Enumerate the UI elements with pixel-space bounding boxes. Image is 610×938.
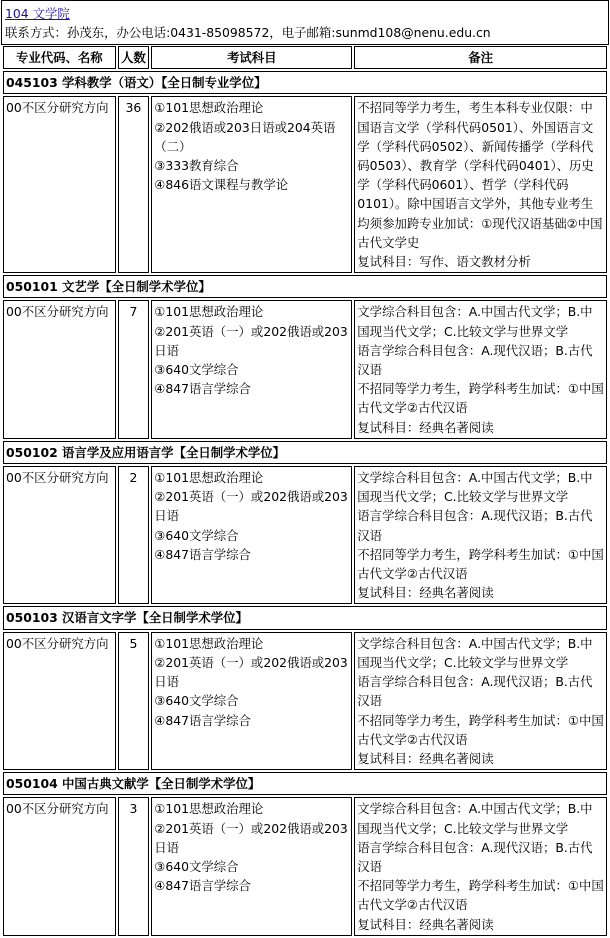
contact-info: 联系方式：孙茂东，办公电话:0431-85098572，电子邮箱:sunmd108@nenu.edu.cn bbox=[5, 25, 491, 40]
remark-line: 语言学综合科目包含：A.现代汉语；B.古代汉语 bbox=[357, 839, 593, 874]
program-row bbox=[3, 466, 607, 604]
research-direction: 00不区分研究方向 bbox=[3, 466, 116, 604]
section-row bbox=[3, 441, 607, 464]
remarks bbox=[354, 466, 607, 604]
remark-line: 文学综合科目包含：A.中国古代文学；B.中国现当代文学；C.比较文学与世界文学 bbox=[357, 635, 593, 670]
exam-subject: ①101思想政治理论 bbox=[154, 801, 264, 817]
research-direction: 00不区分研究方向 bbox=[3, 300, 116, 438]
remark-line: 复试科目：经典名著阅读 bbox=[357, 750, 494, 766]
exam-subjects bbox=[151, 632, 352, 770]
remark-line: 不招同等学力考生，跨学科考生加试：①中国古代文学②古代汉语 bbox=[357, 381, 604, 416]
remark-line: 复试科目：经典名著阅读 bbox=[357, 916, 494, 932]
remark-line: 复试科目：写作、语文教材分析 bbox=[357, 254, 531, 270]
exam-subject: ②201英语（一）或202俄语或203日语 bbox=[154, 323, 348, 358]
exam-subject: ③640文学综合 bbox=[154, 693, 239, 709]
remark-line: 语言学综合科目包含：A.现代汉语；B.古代汉语 bbox=[357, 508, 593, 543]
exam-subjects bbox=[151, 96, 352, 273]
exam-subject: ④846语文课程与教学论 bbox=[154, 177, 289, 193]
header-notes: 备注 bbox=[354, 46, 607, 69]
remark-line: 不招同等学力考生，跨学科考生加试：①中国古代文学②古代汉语 bbox=[357, 878, 604, 913]
remarks bbox=[354, 300, 607, 438]
remark-line: 文学综合科目包含：A.中国古代文学；B.中国现当代文学；C.比较文学与世界文学 bbox=[357, 470, 593, 505]
section-row bbox=[3, 275, 607, 298]
exam-subject: ④847语言学综合 bbox=[154, 878, 251, 894]
exam-subject: ②201英语（一）或202俄语或203日语 bbox=[154, 654, 348, 690]
exam-subjects bbox=[151, 300, 352, 438]
remark-line: 文学综合科目包含：A.中国古代文学；B.中国现当代文学；C.比较文学与世界文学 bbox=[357, 304, 593, 339]
exam-subject: ④847语言学综合 bbox=[154, 546, 251, 562]
remarks bbox=[354, 96, 607, 273]
header-subjects: 考试科目 bbox=[151, 46, 352, 69]
remark-line: 复试科目：经典名著阅读 bbox=[357, 419, 494, 435]
section-title: 050103 汉语言文字学【全日制学术学位】 bbox=[3, 606, 607, 629]
program-row bbox=[3, 300, 607, 438]
section-title: 045103 学科教学（语文）【全日制专业学位】 bbox=[3, 71, 607, 94]
remark-line: 文学综合科目包含：A.中国古代文学；B.中国现当代文学；C.比较文学与世界文学 bbox=[357, 801, 593, 836]
exam-subject: ③640文学综合 bbox=[154, 858, 239, 874]
exam-subject: ②202俄语或203日语或204英语（二） bbox=[154, 119, 336, 154]
catalog-page bbox=[1, 0, 609, 938]
exam-subject: ①101思想政治理论 bbox=[154, 635, 264, 651]
section-title: 050102 语言学及应用语言学【全日制学术学位】 bbox=[3, 441, 607, 464]
remark-line: 复试科目：经典名著阅读 bbox=[357, 585, 494, 601]
enrollment-count: 7 bbox=[118, 300, 150, 438]
enrollment-count: 5 bbox=[118, 632, 150, 770]
program-row bbox=[3, 797, 607, 935]
exam-subject: ③640文学综合 bbox=[154, 527, 239, 543]
exam-subject: ①101思想政治理论 bbox=[154, 470, 264, 486]
exam-subject: ③333教育综合 bbox=[154, 158, 239, 174]
enrollment-count: 2 bbox=[118, 466, 150, 604]
program-row bbox=[3, 632, 607, 770]
program-table-body bbox=[3, 46, 607, 936]
college-link[interactable]: 104 文学院 bbox=[5, 6, 70, 21]
remark-line: 语言学综合科目包含：A.现代汉语；B.古代汉语 bbox=[357, 342, 593, 378]
remark-line: 不招同等学力考生，跨学科考生加试：①中国古代文学②古代汉语 bbox=[357, 712, 604, 747]
remark-line: 不招同等学力考生，考生本科专业仅限：中国语言文学（学科代码0501）、外国语言文学（学科代码0502）、新闻传播学（学科代码0503）、教育学（学科代码0401）、历史学（学科代码0601）、哲学（学科代码0101）。除中国语言文学外，其他专业考生均须参加跨专业加试：①现代汉语基础②中国古代文学史 bbox=[357, 100, 603, 250]
section-row bbox=[3, 606, 607, 629]
section-row bbox=[3, 71, 607, 94]
enrollment-count: 3 bbox=[118, 797, 150, 935]
program-row bbox=[3, 96, 607, 273]
remarks bbox=[354, 632, 607, 770]
header-code: 专业代码、名称 bbox=[3, 46, 116, 69]
exam-subject: ②201英语（一）或202俄语或203日语 bbox=[154, 489, 348, 524]
remark-line: 不招同等学力考生，跨学科考生加试：①中国古代文学②古代汉语 bbox=[357, 546, 604, 582]
college-header bbox=[1, 0, 609, 45]
exam-subject: ④847语言学综合 bbox=[154, 381, 251, 397]
research-direction: 00不区分研究方向 bbox=[3, 96, 116, 273]
exam-subject: ①101思想政治理论 bbox=[154, 100, 264, 116]
exam-subject: ②201英语（一）或202俄语或203日语 bbox=[154, 820, 348, 855]
section-title: 050104 中国古典文献学【全日制学术学位】 bbox=[3, 772, 607, 795]
exam-subjects bbox=[151, 797, 352, 935]
remarks bbox=[354, 797, 607, 935]
header-row bbox=[3, 46, 607, 69]
research-direction: 00不区分研究方向 bbox=[3, 797, 116, 935]
section-row bbox=[3, 772, 607, 795]
exam-subject: ③640文学综合 bbox=[154, 362, 239, 378]
enrollment-count: 36 bbox=[118, 96, 150, 273]
section-title: 050101 文艺学【全日制学术学位】 bbox=[3, 275, 607, 298]
program-table bbox=[1, 44, 609, 938]
exam-subject: ④847语言学综合 bbox=[154, 712, 251, 728]
exam-subject: ①101思想政治理论 bbox=[154, 304, 264, 320]
research-direction: 00不区分研究方向 bbox=[3, 632, 116, 770]
exam-subjects bbox=[151, 466, 352, 604]
header-count: 人数 bbox=[118, 46, 150, 69]
remark-line: 语言学综合科目包含：A.现代汉语；B.古代汉语 bbox=[357, 674, 593, 709]
